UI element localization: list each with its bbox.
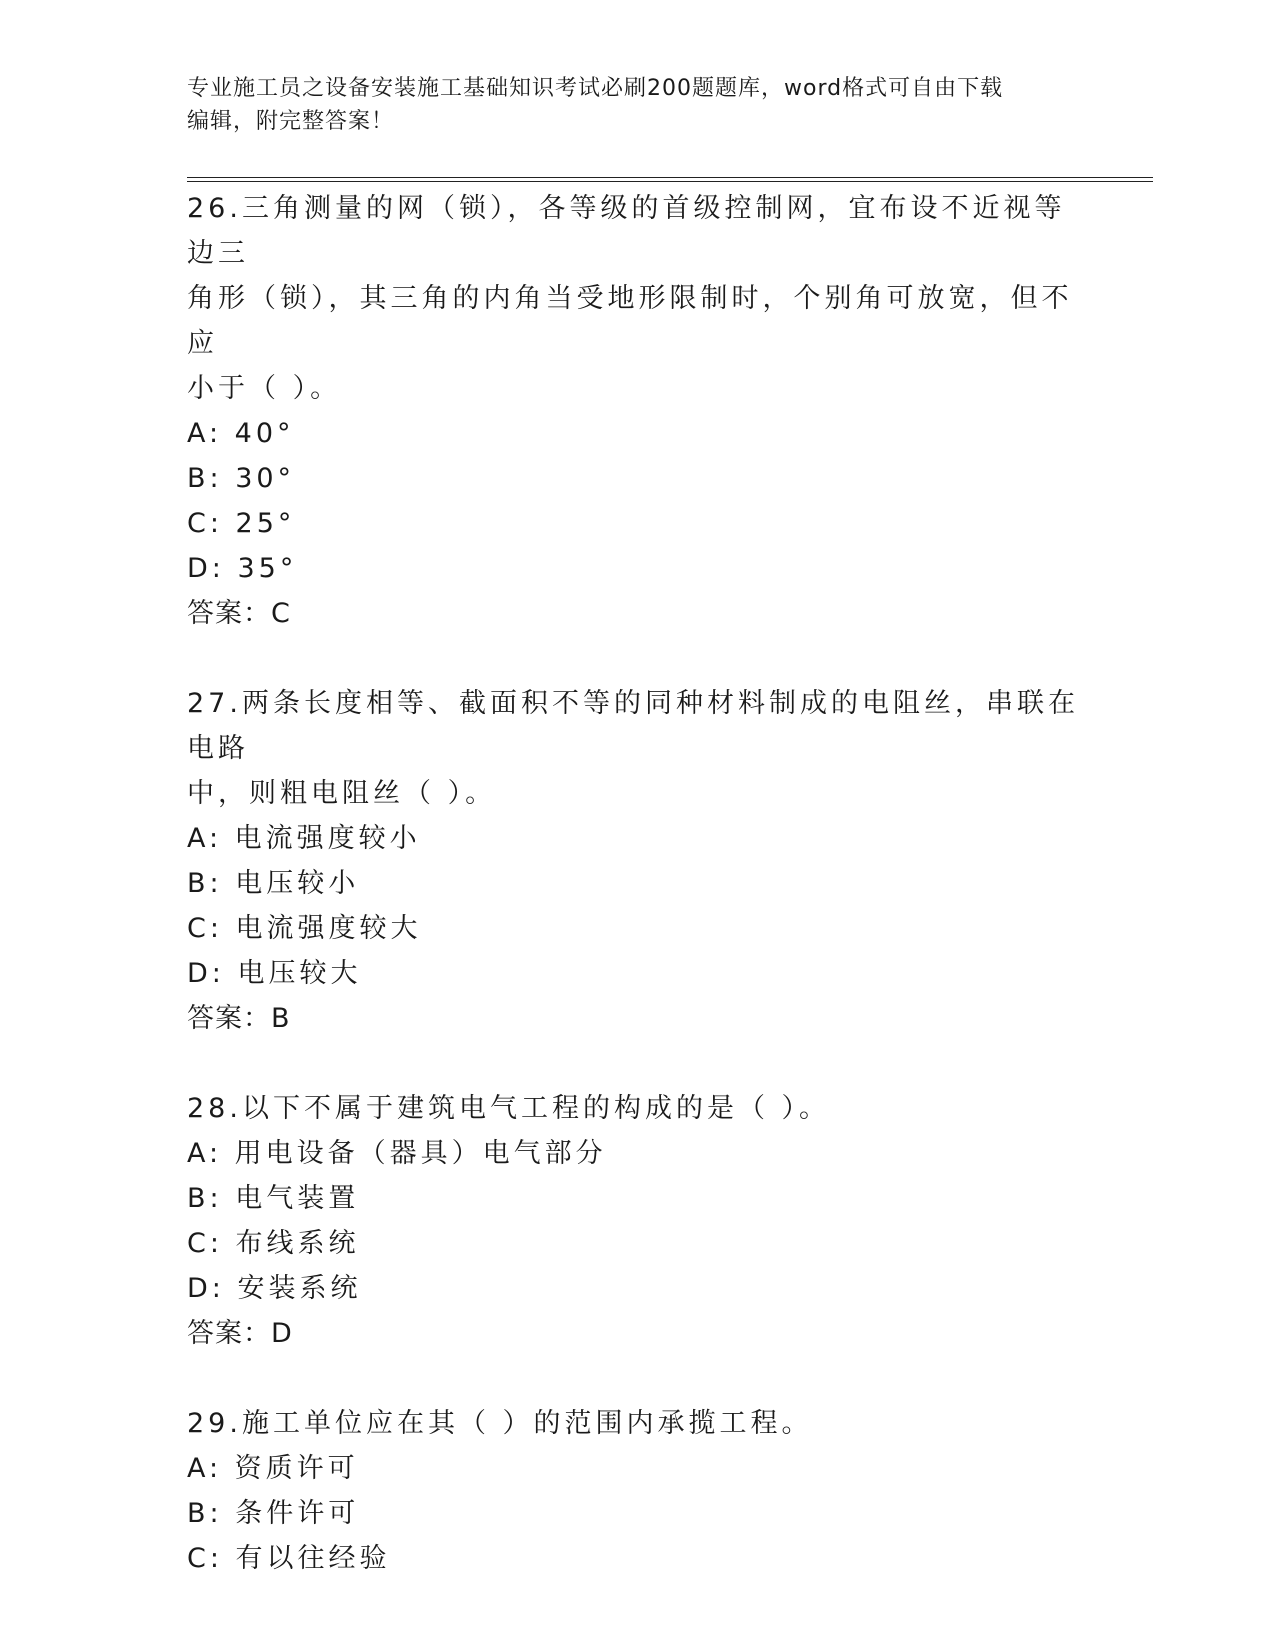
answer-option: B: 条件许可 — [187, 1498, 360, 1529]
answer-option: C: 电流强度较大 — [187, 913, 422, 944]
question-stem-line: 中，则粗电阻丝（ ）。 — [187, 778, 497, 809]
answer-option: C: 25° — [187, 508, 296, 539]
question-stem-line: 26.三角测量的网（锁），各等级的首级控制网，宜布设不近视等边三 — [187, 193, 1066, 269]
header-line-1: 专业施工员之设备安装施工基础知识考试必刷200题题库，word格式可自由下载 — [187, 76, 1004, 101]
question-block — [187, 1086, 1087, 1356]
answer-option: D: 电压较大 — [187, 958, 362, 989]
document-header — [187, 72, 1087, 138]
answer-key: 答案：C — [187, 598, 291, 629]
question-stem-line: 27.两条长度相等、截面积不等的同种材料制成的电阻丝，串联在电路 — [187, 688, 1079, 764]
answer-option: A: 资质许可 — [187, 1453, 359, 1484]
question-stem-line: 角形（锁），其三角的内角当受地形限制时，个别角可放宽，但不应 — [187, 283, 1073, 359]
answer-option: A: 40° — [187, 418, 295, 449]
question-block — [187, 186, 1087, 636]
answer-option: C: 有以往经验 — [187, 1543, 391, 1574]
header-line-2: 编辑，附完整答案！ — [187, 109, 395, 134]
question-block — [187, 1401, 1087, 1581]
header-divider — [187, 177, 1153, 182]
answer-option: B: 30° — [187, 463, 296, 494]
answer-key: 答案：B — [187, 1003, 291, 1034]
answer-option: D: 35° — [187, 553, 298, 584]
answer-option: B: 电压较小 — [187, 868, 360, 899]
answer-option: A: 用电设备（器具）电气部分 — [187, 1138, 607, 1169]
answer-option: A: 电流强度较小 — [187, 823, 421, 854]
question-stem-line: 28.以下不属于建筑电气工程的构成的是（ ）。 — [187, 1093, 831, 1124]
answer-key: 答案：D — [187, 1318, 293, 1349]
question-stem-line: 29.施工单位应在其（ ）的范围内承揽工程。 — [187, 1408, 813, 1439]
question-list — [187, 186, 1087, 1626]
answer-option: C: 布线系统 — [187, 1228, 360, 1259]
answer-option: B: 电气装置 — [187, 1183, 360, 1214]
answer-option: D: 安装系统 — [187, 1273, 362, 1304]
question-block — [187, 681, 1087, 1041]
question-stem-line: 小于（ ）。 — [187, 373, 342, 404]
